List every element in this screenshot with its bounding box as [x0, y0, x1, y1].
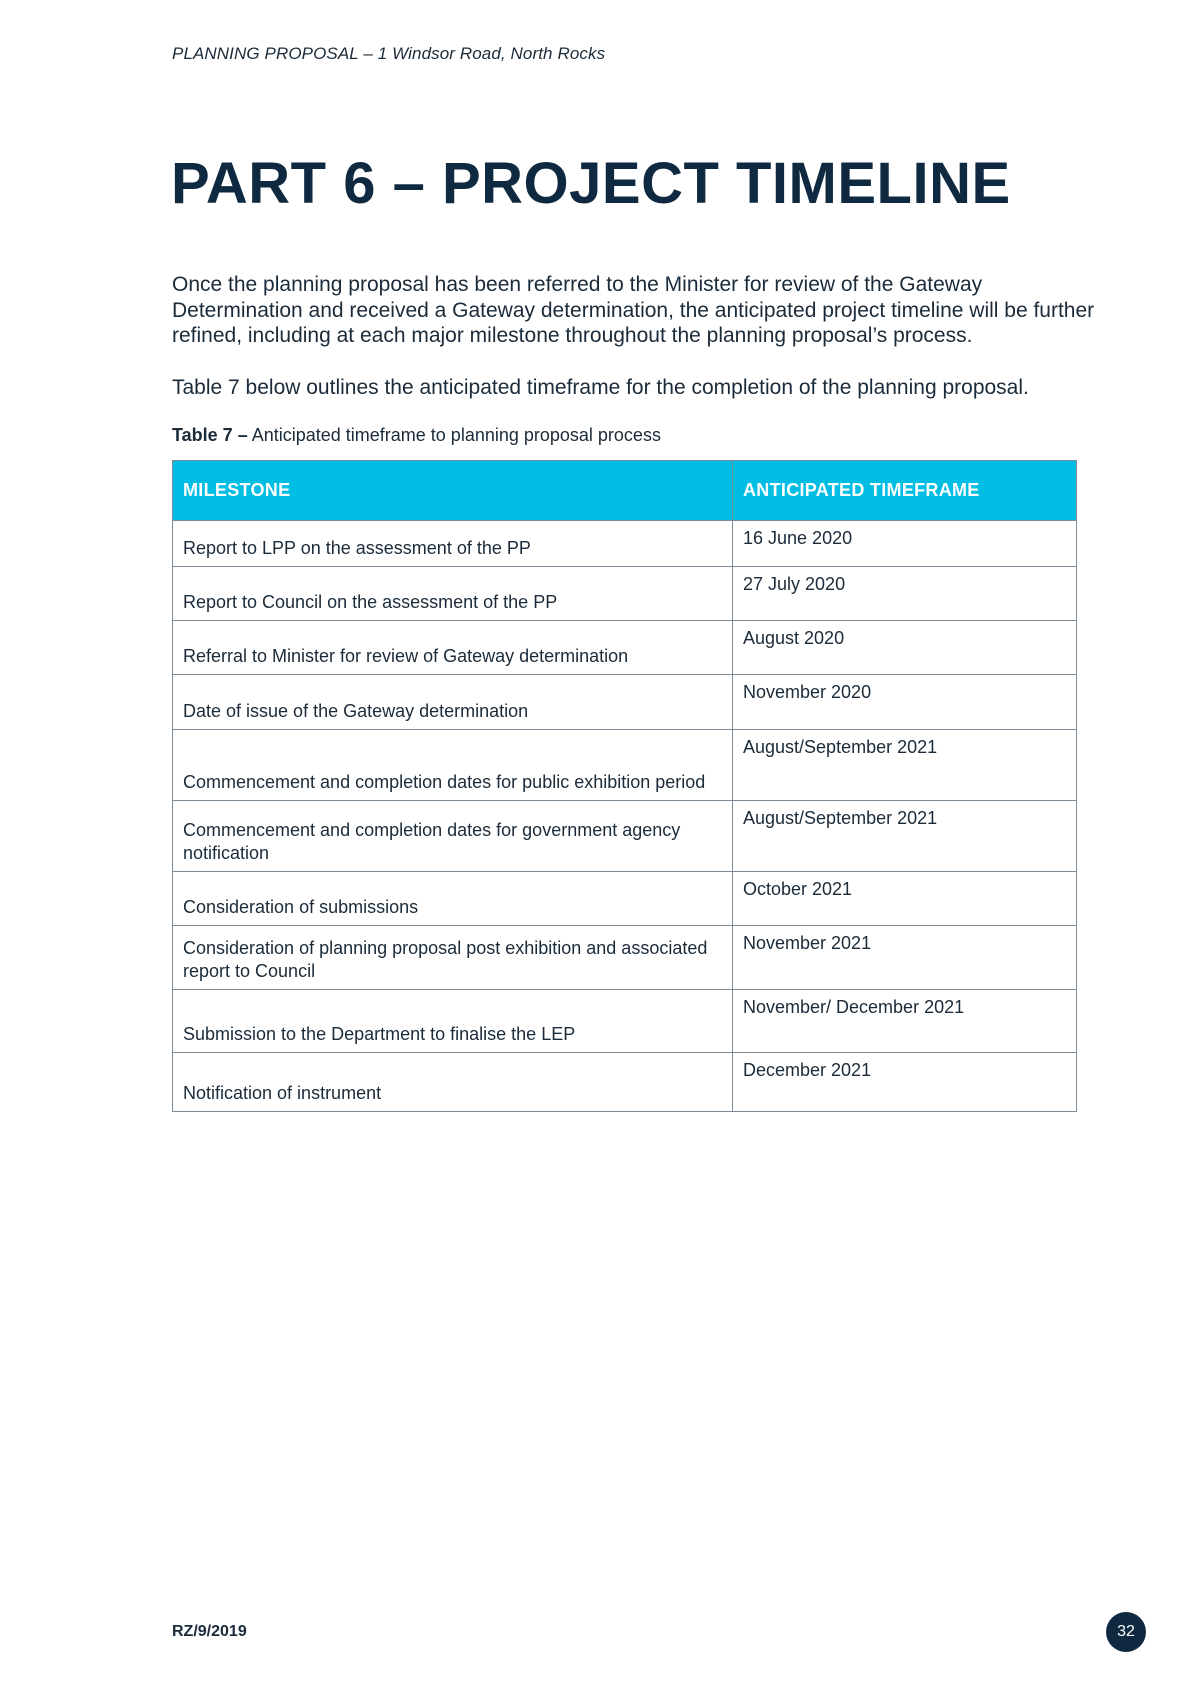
milestone-cell: Referral to Minister for review of Gateway determination — [173, 621, 733, 675]
milestone-column-header: MILESTONE — [173, 461, 733, 521]
table-caption-label: Table 7 – — [172, 425, 248, 445]
table-row — [173, 675, 1077, 730]
timeframe-cell: December 2021 — [733, 1053, 1077, 1112]
milestone-cell: Consideration of submissions — [173, 872, 733, 926]
running-header: PLANNING PROPOSAL – 1 Windsor Road, North Rocks — [172, 44, 606, 63]
timeline-table — [172, 460, 1077, 1112]
table-row — [173, 621, 1077, 675]
timeframe-cell: August/September 2021 — [733, 730, 1077, 801]
table-row — [173, 1053, 1077, 1112]
intro-paragraph: Once the planning proposal has been referred to the Minister for review of the Gateway Determination and received a Gateway determination, the anticipated project timeline will be further refined, including at each major milestone throughout the planning proposal’s process. — [172, 273, 1095, 347]
milestone-cell: Commencement and completion dates for government agency notification — [173, 801, 733, 872]
intro-paragraph-table-reference: Table 7 below outlines the anticipated timeframe for the completion of the planning proposal. — [172, 376, 1029, 399]
milestone-cell: Consideration of planning proposal post exhibition and associated report to Council — [173, 926, 733, 990]
table-header-row — [173, 461, 1077, 521]
timeframe-cell: August/September 2021 — [733, 801, 1077, 872]
timeframe-cell: 27 July 2020 — [733, 567, 1077, 621]
document-reference: RZ/9/2019 — [172, 1623, 247, 1640]
table-row — [173, 990, 1077, 1053]
milestone-cell: Commencement and completion dates for public exhibition period — [173, 730, 733, 801]
milestone-cell: Notification of instrument — [173, 1053, 733, 1112]
timeframe-cell: August 2020 — [733, 621, 1077, 675]
table-row — [173, 872, 1077, 926]
milestone-cell: Report to Council on the assessment of the PP — [173, 567, 733, 621]
table-caption-text: Anticipated timeframe to planning proposal process — [251, 425, 661, 445]
timeframe-cell: November/ December 2021 — [733, 990, 1077, 1053]
table-row — [173, 801, 1077, 872]
milestone-cell: Report to LPP on the assessment of the PP — [173, 521, 733, 567]
page-number-badge: 32 — [1106, 1612, 1146, 1652]
timeframe-cell: October 2021 — [733, 872, 1077, 926]
table-caption — [172, 425, 661, 446]
timeframe-cell: November 2020 — [733, 675, 1077, 730]
table-row — [173, 567, 1077, 621]
page-title: PART 6 – PROJECT TIMELINE — [171, 151, 1011, 216]
table-row — [173, 521, 1077, 567]
timeframe-cell: November 2021 — [733, 926, 1077, 990]
timeframe-column-header: ANTICIPATED TIMEFRAME — [733, 461, 1077, 521]
milestone-cell: Submission to the Department to finalise the LEP — [173, 990, 733, 1053]
table-row — [173, 730, 1077, 801]
timeframe-cell: 16 June 2020 — [733, 521, 1077, 567]
milestone-cell: Date of issue of the Gateway determination — [173, 675, 733, 730]
table-row — [173, 926, 1077, 990]
